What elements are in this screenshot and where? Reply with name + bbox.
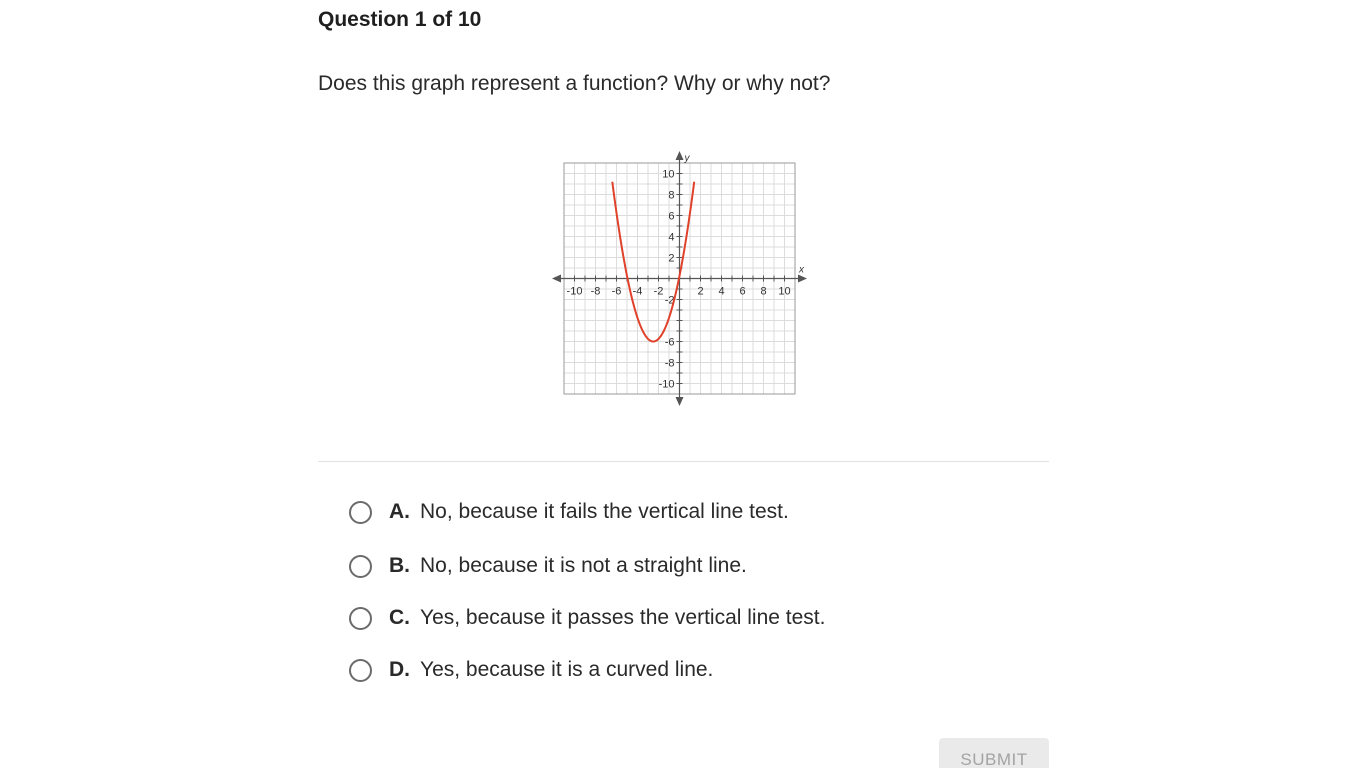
radio-d[interactable]	[349, 659, 372, 682]
y-axis-arrow-down	[676, 397, 684, 406]
x-tick-label: 8	[760, 285, 767, 298]
choice-text: Yes, because it passes the vertical line test.	[420, 606, 826, 629]
divider	[318, 461, 1049, 462]
choice-letter: C.	[389, 606, 410, 629]
y-axis-label: y	[684, 153, 690, 164]
choice-text: No, because it is not a straight line.	[420, 554, 747, 577]
x-axis-arrow-right	[798, 275, 807, 283]
x-tick-label: -2	[653, 285, 664, 298]
choice-letter: D.	[389, 658, 410, 681]
y-tick-label: 10	[662, 168, 675, 181]
parabola-curve	[612, 182, 694, 342]
y-tick-label: -6	[664, 336, 675, 349]
question-prompt: Does this graph represent a function? Why or why not?	[318, 72, 831, 95]
y-tick-label: -8	[664, 357, 675, 370]
choice-text: No, because it fails the vertical line test.	[420, 500, 789, 523]
y-tick-label: -10	[658, 378, 675, 391]
coordinate-graph	[548, 148, 812, 410]
x-tick-label: -6	[611, 285, 622, 298]
y-axis-arrow-up	[676, 151, 684, 160]
choice-letter: B.	[389, 554, 410, 577]
choice-b[interactable]	[349, 548, 909, 584]
choice-text: Yes, because it is a curved line.	[420, 658, 714, 681]
x-tick-label: 4	[718, 285, 725, 298]
x-axis-arrow-left	[552, 275, 561, 283]
y-tick-label: 4	[668, 231, 675, 244]
y-tick-label: 8	[668, 189, 675, 202]
question-counter: Question 1 of 10	[318, 8, 482, 31]
x-tick-label: 6	[739, 285, 746, 298]
radio-b[interactable]	[349, 555, 372, 578]
choice-d[interactable]	[349, 652, 909, 688]
x-tick-label: 10	[778, 285, 791, 298]
submit-button[interactable]: SUBMIT	[939, 738, 1049, 768]
x-tick-label: 2	[697, 285, 704, 298]
y-tick-label: 6	[668, 210, 675, 223]
choice-c[interactable]	[349, 600, 909, 636]
x-tick-label: -4	[632, 285, 643, 298]
y-tick-label: 2	[668, 252, 675, 265]
radio-a[interactable]	[349, 501, 372, 524]
x-tick-label: -10	[566, 285, 583, 298]
radio-c[interactable]	[349, 607, 372, 630]
parabola-line	[612, 182, 694, 342]
choice-letter: A.	[389, 500, 410, 523]
choice-a[interactable]	[349, 494, 909, 530]
y-tick-label: -2	[664, 294, 675, 307]
x-tick-label: -8	[590, 285, 601, 298]
x-axis-label: x	[799, 264, 804, 276]
